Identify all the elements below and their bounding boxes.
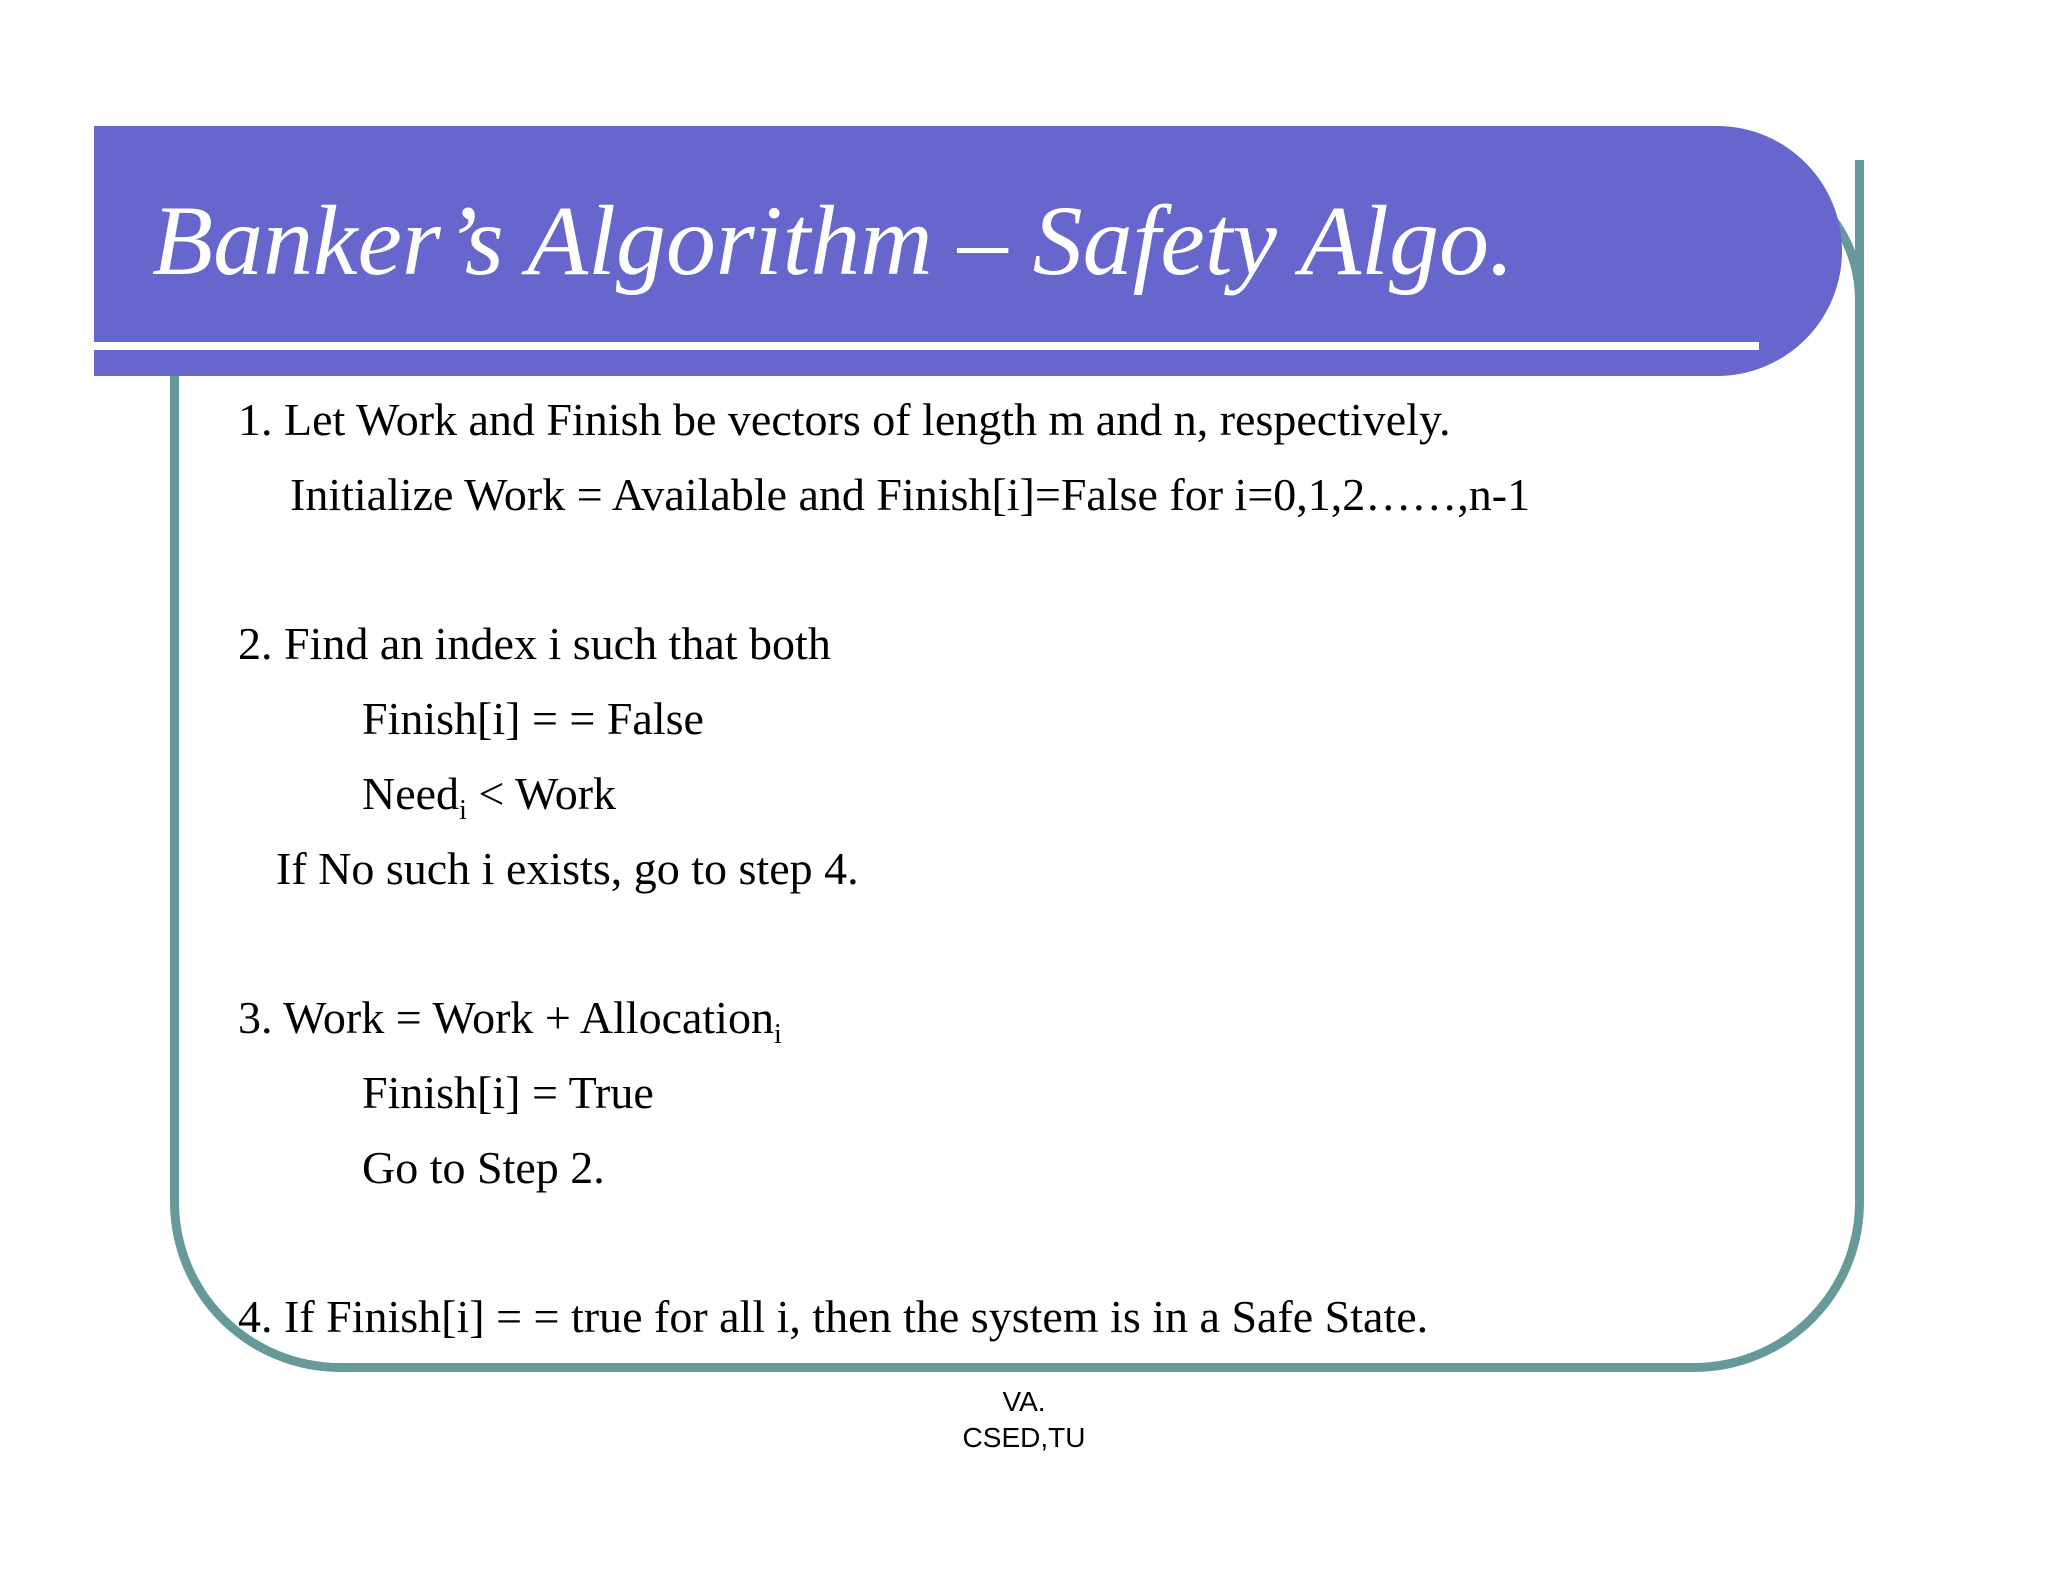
step-2-line-1: 2. Find an index i such that both [238,618,831,669]
step-2-line-3 [362,764,616,824]
step-2-line-4: If No such i exists, go to step 4. [276,843,859,894]
step-4-line-1: 4. If Finish[i] = = true for all i, then the system is in a Safe State. [238,1291,1429,1342]
footer-line-2: CSED,TU [962,1422,1086,1453]
step-1-line-2: Initialize Work = Available and Finish[i]=False for i=0,1,2……,n-1 [290,469,1531,520]
step-3-line-3: Go to Step 2. [362,1142,605,1193]
step-1-line-1: 1. Let Work and Finish be vectors of length m and n, respectively. [238,394,1451,445]
need-subscript: i [459,795,467,826]
need-label: Need [362,768,460,819]
step-2-line-2: Finish[i] = = False [362,693,704,744]
slide-title: Banker’s Algorithm – Safety Algo. [152,185,1514,296]
need-rest: < Work [466,768,617,819]
allocation-label: 3. Work = Work + Allocation [238,992,774,1043]
step-3-line-2: Finish[i] = True [362,1067,654,1118]
step-3-line-1 [238,988,782,1048]
allocation-subscript: i [773,1019,782,1050]
footer-line-1: VA. [1002,1386,1046,1417]
